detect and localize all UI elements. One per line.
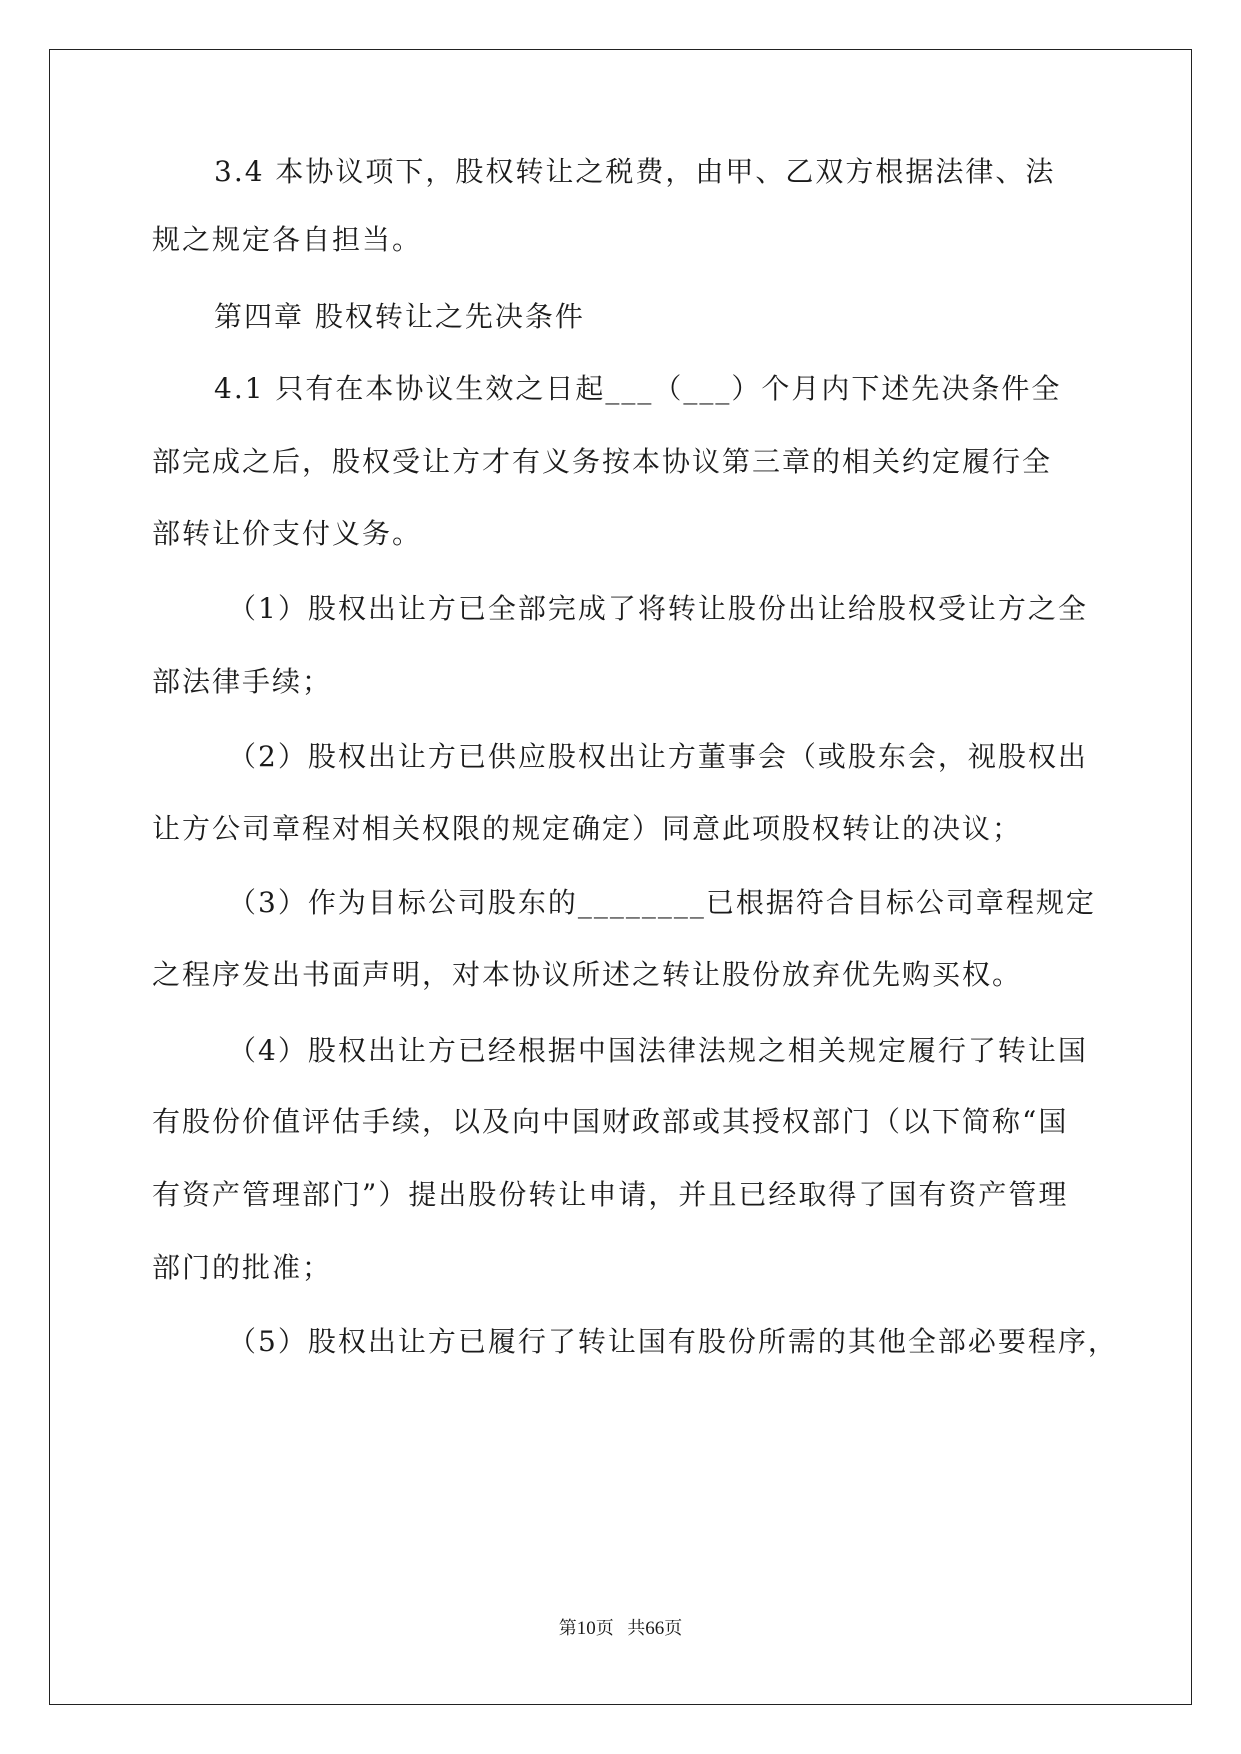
paragraph-line: 让方公司章程对相关权限的规定确定）同意此项股权转让的决议； (152, 812, 1023, 845)
paragraph-line: 3.4 本协议项下，股权转让之税费，由甲、乙双方根据法律、法 (214, 155, 1056, 188)
footer-current-page: 10 (576, 1618, 596, 1639)
paragraph-line: （4）股权出让方已经根据中国法律法规之相关规定履行了转让国 (228, 1034, 1088, 1067)
chapter-heading: 第四章 股权转让之先决条件 (214, 300, 585, 333)
paragraph-line: 规之规定各自担当。 (152, 223, 423, 256)
paragraph-line: （3）作为目标公司股东的________已根据符合目标公司章程规定 (228, 886, 1096, 919)
page-border (49, 49, 1192, 1705)
footer-suffix: 页 (664, 1618, 683, 1638)
paragraph-line: 有资产管理部门”）提出股份转让申请，并且已经取得了国有资产管理 (152, 1178, 1069, 1211)
paragraph-line: 之程序发出书面声明，对本协议所述之转让股份放弃优先购买权。 (152, 958, 1023, 991)
page-number-footer (0, 1617, 1241, 1640)
paragraph-line: 有股份价值评估手续，以及向中国财政部或其授权部门（以下简称“国 (152, 1105, 1069, 1138)
footer-middle: 页 共 (595, 1618, 646, 1638)
paragraph-line: （1）股权出让方已全部完成了将转让股份出让给股权受让方之全 (228, 592, 1088, 625)
paragraph-line: 部法律手续； (152, 665, 333, 698)
paragraph-line: （2）股权出让方已供应股权出让方董事会（或股东会，视股权出 (228, 740, 1088, 773)
paragraph-line: 部门的批准； (152, 1251, 333, 1284)
paragraph-line: 4.1 只有在本协议生效之日起___（___）个月内下述先决条件全 (214, 372, 1062, 405)
footer-prefix: 第 (558, 1618, 577, 1638)
paragraph-line: （5）股权出让方已履行了转让国有股份所需的其他全部必要程序， (228, 1325, 1118, 1358)
paragraph-line: 部完成之后，股权受让方才有义务按本协议第三章的相关约定履行全 (152, 445, 1053, 478)
paragraph-line: 部转让价支付义务。 (152, 517, 423, 550)
footer-total-pages: 66 (645, 1618, 665, 1639)
